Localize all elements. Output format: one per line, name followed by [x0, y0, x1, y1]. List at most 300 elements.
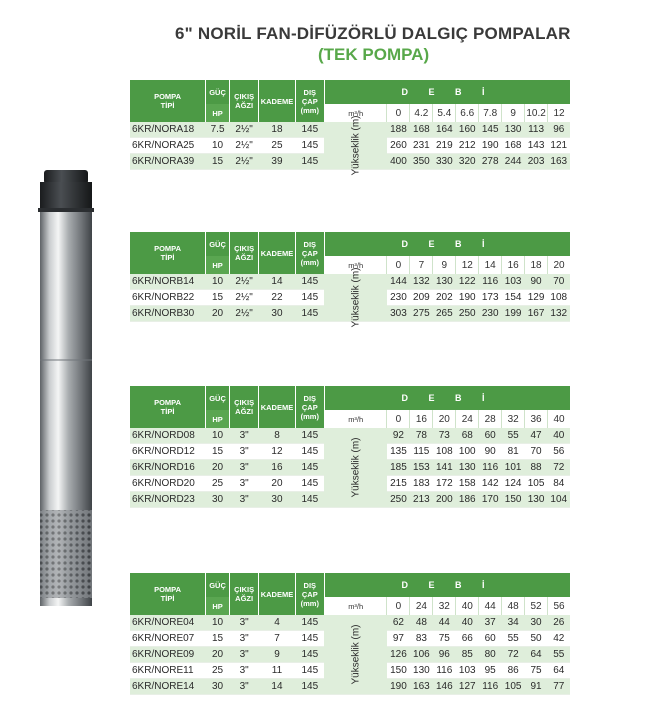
pump-outlet: 3" [230, 631, 259, 647]
pump-table-nore [130, 573, 570, 695]
col-header-cikis [230, 386, 259, 428]
pump-hp: 20 [206, 460, 230, 476]
head-value: 170 [479, 492, 502, 508]
pump-diameter: 145 [295, 476, 324, 492]
pump-diameter: 145 [295, 663, 324, 679]
head-value: 250 [387, 492, 410, 508]
pump-hp: 10 [206, 138, 230, 154]
col-header-cikis [230, 573, 259, 615]
pump-stages: 4 [259, 615, 295, 631]
flow-value: 10.2 [525, 104, 548, 122]
height-axis-text: Yükseklik (m) [350, 624, 362, 685]
flow-value: 5.4 [433, 104, 456, 122]
flow-value: 0 [387, 597, 410, 615]
pump-hp: 7.5 [206, 122, 230, 138]
head-value: 168 [502, 138, 525, 154]
pump-diameter: 145 [295, 460, 324, 476]
flow-unit: m³/h [324, 256, 387, 274]
col-header-hp: HP [206, 256, 230, 274]
height-axis-label [324, 428, 387, 508]
head-value: 92 [387, 428, 410, 444]
head-value: 47 [525, 428, 548, 444]
col-header-pompa: POMPA [154, 244, 182, 253]
pump-stages: 14 [259, 679, 295, 695]
flow-value: 28 [479, 410, 502, 428]
pump-stages: 39 [259, 154, 295, 170]
flow-value: 9 [433, 256, 456, 274]
pump-outlet: 3" [230, 679, 259, 695]
head-value: 60 [479, 631, 502, 647]
pump-stages: 25 [259, 138, 295, 154]
col-header-pompa-tipi [130, 573, 206, 615]
head-value: 103 [502, 274, 525, 290]
col-header-dis: DIŞ [303, 580, 317, 590]
pump-table-norb [130, 232, 570, 328]
col-header-cikis-2: AĞZI [235, 101, 254, 110]
pump-stages: 7 [259, 631, 295, 647]
head-value: 400 [387, 154, 410, 170]
head-value: 30 [525, 615, 548, 631]
head-value: 108 [548, 290, 570, 306]
pump-model: 6KR/NORA25 [130, 138, 206, 154]
col-header-kademe: KADEME [259, 573, 295, 615]
head-value: 199 [502, 306, 525, 322]
head-value: 190 [387, 679, 410, 695]
pump-outlet: 3" [230, 476, 259, 492]
flow-value: 6.6 [456, 104, 479, 122]
pump-stages: 18 [259, 122, 295, 138]
head-value: 168 [410, 122, 433, 138]
head-value: 188 [387, 122, 410, 138]
head-value: 55 [502, 428, 525, 444]
head-value: 70 [548, 274, 570, 290]
head-value: 108 [433, 444, 456, 460]
pump-model: 6KR/NORD16 [130, 460, 206, 476]
head-value: 190 [456, 290, 479, 306]
col-header-mm: (mm) [300, 105, 319, 115]
head-value: 163 [410, 679, 433, 695]
flow-value: 20 [433, 410, 456, 428]
pump-outlet: 3" [230, 663, 259, 679]
pump-diameter: 145 [295, 154, 324, 170]
head-value: 130 [410, 663, 433, 679]
pump-diameter: 145 [295, 290, 324, 306]
col-header-cikis-1: ÇIKIŞ [234, 92, 255, 101]
head-value: 143 [525, 138, 548, 154]
head-value: 78 [410, 428, 433, 444]
pump-hp: 15 [206, 444, 230, 460]
flow-value: 48 [502, 597, 525, 615]
col-header-cikis-1: ÇIKIŞ [234, 244, 255, 253]
head-value: 84 [548, 476, 570, 492]
head-value: 72 [502, 647, 525, 663]
head-value: 64 [548, 663, 570, 679]
flow-value: 0 [387, 256, 410, 274]
pump-diameter: 145 [295, 306, 324, 322]
head-value: 88 [525, 460, 548, 476]
head-value: 116 [479, 274, 502, 290]
flow-value: 0 [387, 410, 410, 428]
head-value: 167 [525, 306, 548, 322]
col-header-cikis [230, 232, 259, 274]
head-value: 122 [456, 274, 479, 290]
pump-hp: 30 [206, 679, 230, 695]
head-value: 26 [548, 615, 570, 631]
pump-model: 6KR/NORD20 [130, 476, 206, 492]
head-value: 40 [548, 428, 570, 444]
head-value: 265 [433, 306, 456, 322]
pump-model: 6KR/NORB14 [130, 274, 206, 290]
flow-value: 52 [525, 597, 548, 615]
head-value: 72 [548, 460, 570, 476]
col-header-pompa-tipi [130, 232, 206, 274]
col-header-cap: ÇAP [301, 248, 318, 258]
flow-unit: m³/h [324, 410, 387, 428]
pump-outlet: 3" [230, 428, 259, 444]
head-value: 116 [479, 679, 502, 695]
pump-model: 6KR/NORD08 [130, 428, 206, 444]
pump-outlet: 3" [230, 492, 259, 508]
head-value: 145 [479, 122, 502, 138]
flow-value: 7.8 [479, 104, 502, 122]
height-axis-label [324, 267, 387, 328]
pump-stages: 14 [259, 274, 295, 290]
col-header-cap: ÇAP [301, 589, 318, 599]
head-value: 230 [387, 290, 410, 306]
head-value: 260 [387, 138, 410, 154]
head-value: 231 [410, 138, 433, 154]
col-header-pompa: POMPA [154, 92, 182, 101]
head-value: 103 [456, 663, 479, 679]
height-axis-text: Yükseklik (m) [350, 437, 362, 498]
head-value: 160 [456, 122, 479, 138]
pump-diameter: 145 [295, 615, 324, 631]
head-value: 55 [548, 647, 570, 663]
col-header-tipi: TİPİ [160, 407, 175, 416]
head-value: 215 [387, 476, 410, 492]
head-value: 219 [433, 138, 456, 154]
head-value: 213 [410, 492, 433, 508]
head-value: 55 [502, 631, 525, 647]
head-value: 91 [525, 679, 548, 695]
head-value: 124 [502, 476, 525, 492]
col-header-debi: D E B İ [324, 232, 570, 256]
head-value: 68 [456, 428, 479, 444]
head-value: 62 [387, 615, 410, 631]
head-value: 142 [479, 476, 502, 492]
flow-value: 14 [479, 256, 502, 274]
col-header-guc: GÜÇ [206, 573, 230, 597]
flow-value: 0 [387, 104, 410, 122]
pump-outlet: 2½" [230, 138, 259, 154]
pump-diameter: 145 [295, 679, 324, 695]
head-value: 303 [387, 306, 410, 322]
col-header-kademe: KADEME [259, 80, 295, 122]
head-value: 42 [548, 631, 570, 647]
col-header-pompa: POMPA [154, 585, 182, 594]
col-header-guc: GÜÇ [206, 386, 230, 410]
pump-outlet: 3" [230, 460, 259, 476]
col-header-dis: DIŞ [303, 87, 317, 97]
pump-model: 6KR/NORD12 [130, 444, 206, 460]
col-header-kademe: KADEME [259, 386, 295, 428]
head-value: 163 [548, 154, 570, 170]
col-header-dis-cap [295, 573, 324, 615]
head-value: 70 [525, 444, 548, 460]
head-value: 278 [479, 154, 502, 170]
head-value: 212 [456, 138, 479, 154]
flow-value: 9 [502, 104, 525, 122]
flow-value: 32 [433, 597, 456, 615]
page-title: 6" NORİL FAN-DİFÜZÖRLÜ DALGIÇ POMPALAR [175, 24, 571, 43]
head-value: 202 [433, 290, 456, 306]
head-value: 115 [410, 444, 433, 460]
col-header-cikis [230, 80, 259, 122]
head-value: 90 [479, 444, 502, 460]
col-header-tipi: TİPİ [160, 253, 175, 262]
head-value: 150 [502, 492, 525, 508]
pump-outlet: 2½" [230, 290, 259, 306]
head-value: 132 [548, 306, 570, 322]
head-value: 164 [433, 122, 456, 138]
col-header-cikis-2: AĞZI [235, 407, 254, 416]
head-value: 44 [433, 615, 456, 631]
pump-outlet: 2½" [230, 154, 259, 170]
col-header-dis-cap [295, 386, 324, 428]
col-header-pompa-tipi [130, 80, 206, 122]
head-value: 130 [456, 460, 479, 476]
pump-hp: 25 [206, 663, 230, 679]
head-value: 104 [548, 492, 570, 508]
height-axis-text: Yükseklik (m) [350, 115, 362, 176]
head-value: 75 [433, 631, 456, 647]
col-header-kademe: KADEME [259, 232, 295, 274]
col-header-debi: D E B İ [324, 386, 570, 410]
pump-outlet: 2½" [230, 306, 259, 322]
pump-diameter: 145 [295, 631, 324, 647]
col-header-pompa-tipi [130, 386, 206, 428]
flow-value: 56 [548, 597, 570, 615]
col-header-mm: (mm) [300, 257, 319, 267]
pump-stages: 12 [259, 444, 295, 460]
flow-value: 16 [502, 256, 525, 274]
head-value: 244 [502, 154, 525, 170]
flow-unit: m³/h [324, 104, 387, 122]
head-value: 77 [548, 679, 570, 695]
pump-model: 6KR/NORE14 [130, 679, 206, 695]
table-row [130, 122, 570, 138]
pump-stages: 9 [259, 647, 295, 663]
pump-illustration [32, 170, 100, 720]
head-value: 90 [525, 274, 548, 290]
pump-hp: 15 [206, 631, 230, 647]
head-value: 129 [525, 290, 548, 306]
col-header-tipi: TİPİ [160, 101, 175, 110]
height-axis-label [324, 615, 387, 695]
pump-hp: 20 [206, 647, 230, 663]
pump-diameter: 145 [295, 138, 324, 154]
col-header-dis-cap [295, 232, 324, 274]
head-value: 330 [433, 154, 456, 170]
head-value: 132 [410, 274, 433, 290]
head-value: 183 [410, 476, 433, 492]
flow-value: 24 [456, 410, 479, 428]
head-value: 85 [456, 647, 479, 663]
head-value: 230 [479, 306, 502, 322]
pump-stages: 16 [259, 460, 295, 476]
pump-stages: 22 [259, 290, 295, 306]
head-value: 127 [456, 679, 479, 695]
pump-table-nora [130, 80, 570, 176]
head-value: 203 [525, 154, 548, 170]
head-value: 116 [433, 663, 456, 679]
head-value: 101 [502, 460, 525, 476]
pump-model: 6KR/NORD23 [130, 492, 206, 508]
col-header-guc: GÜÇ [206, 232, 230, 256]
head-value: 50 [525, 631, 548, 647]
head-value: 81 [502, 444, 525, 460]
head-value: 86 [502, 663, 525, 679]
flow-value: 32 [502, 410, 525, 428]
col-header-cikis-2: AĞZI [235, 594, 254, 603]
pump-model: 6KR/NORA39 [130, 154, 206, 170]
flow-value: 24 [410, 597, 433, 615]
flow-value: 16 [410, 410, 433, 428]
pump-outlet: 2½" [230, 122, 259, 138]
pump-diameter: 145 [295, 122, 324, 138]
pump-hp: 10 [206, 274, 230, 290]
pump-diameter: 145 [295, 647, 324, 663]
col-header-mm: (mm) [300, 598, 319, 608]
head-value: 96 [433, 647, 456, 663]
head-value: 73 [433, 428, 456, 444]
flow-unit: m³/h [324, 597, 387, 615]
pump-stages: 8 [259, 428, 295, 444]
head-value: 64 [525, 647, 548, 663]
page-subtitle: (TEK POMPA) [318, 45, 430, 64]
pump-model: 6KR/NORE09 [130, 647, 206, 663]
head-value: 135 [387, 444, 410, 460]
head-value: 97 [387, 631, 410, 647]
pump-outlet: 3" [230, 615, 259, 631]
col-header-dis-cap [295, 80, 324, 122]
head-value: 130 [502, 122, 525, 138]
col-header-cikis-2: AĞZI [235, 253, 254, 262]
flow-value: 4.2 [410, 104, 433, 122]
table-row [130, 274, 570, 290]
head-value: 105 [525, 476, 548, 492]
pump-model: 6KR/NORE07 [130, 631, 206, 647]
pump-hp: 15 [206, 154, 230, 170]
flow-value: 36 [525, 410, 548, 428]
flow-value: 40 [548, 410, 570, 428]
head-value: 106 [410, 647, 433, 663]
flow-value: 20 [548, 256, 570, 274]
head-value: 141 [433, 460, 456, 476]
pump-stages: 20 [259, 476, 295, 492]
col-header-hp: HP [206, 104, 230, 122]
pump-diameter: 145 [295, 492, 324, 508]
pump-stages: 30 [259, 306, 295, 322]
head-value: 185 [387, 460, 410, 476]
head-value: 37 [479, 615, 502, 631]
head-value: 105 [502, 679, 525, 695]
flow-value: 40 [456, 597, 479, 615]
pump-stages: 30 [259, 492, 295, 508]
col-header-hp: HP [206, 410, 230, 428]
head-value: 350 [410, 154, 433, 170]
col-header-debi: D E B İ [324, 80, 570, 104]
pump-model: 6KR/NORE04 [130, 615, 206, 631]
col-header-guc: GÜÇ [206, 80, 230, 104]
head-value: 60 [479, 428, 502, 444]
head-value: 158 [456, 476, 479, 492]
pump-hp: 15 [206, 290, 230, 306]
head-value: 83 [410, 631, 433, 647]
pump-outlet: 3" [230, 647, 259, 663]
head-value: 153 [410, 460, 433, 476]
pump-stages: 11 [259, 663, 295, 679]
pump-hp: 30 [206, 492, 230, 508]
pump-diameter: 145 [295, 274, 324, 290]
table-row [130, 428, 570, 444]
head-value: 116 [479, 460, 502, 476]
head-value: 173 [479, 290, 502, 306]
head-value: 130 [433, 274, 456, 290]
head-value: 200 [433, 492, 456, 508]
head-value: 75 [525, 663, 548, 679]
head-value: 80 [479, 647, 502, 663]
col-header-cikis-1: ÇIKIŞ [234, 585, 255, 594]
head-value: 190 [479, 138, 502, 154]
height-axis-text: Yükseklik (m) [350, 267, 362, 328]
head-value: 95 [479, 663, 502, 679]
col-header-cap: ÇAP [301, 96, 318, 106]
pump-model: 6KR/NORE11 [130, 663, 206, 679]
head-value: 34 [502, 615, 525, 631]
col-header-mm: (mm) [300, 411, 319, 421]
head-value: 144 [387, 274, 410, 290]
head-value: 121 [548, 138, 570, 154]
flow-value: 7 [410, 256, 433, 274]
col-header-debi: D E B İ [324, 573, 570, 597]
pump-model: 6KR/NORB30 [130, 306, 206, 322]
pump-model: 6KR/NORA18 [130, 122, 206, 138]
pump-diameter: 145 [295, 444, 324, 460]
head-value: 186 [456, 492, 479, 508]
pump-hp: 10 [206, 428, 230, 444]
flow-value: 44 [479, 597, 502, 615]
pump-outlet: 2½" [230, 274, 259, 290]
head-value: 209 [410, 290, 433, 306]
pump-hp: 10 [206, 615, 230, 631]
head-value: 126 [387, 647, 410, 663]
col-header-dis: DIŞ [303, 393, 317, 403]
pump-hp: 25 [206, 476, 230, 492]
pump-diameter: 145 [295, 428, 324, 444]
col-header-cap: ÇAP [301, 402, 318, 412]
head-value: 150 [387, 663, 410, 679]
head-value: 146 [433, 679, 456, 695]
head-value: 66 [456, 631, 479, 647]
head-value: 130 [525, 492, 548, 508]
head-value: 172 [433, 476, 456, 492]
flow-value: 18 [525, 256, 548, 274]
head-value: 56 [548, 444, 570, 460]
head-value: 320 [456, 154, 479, 170]
col-header-dis: DIŞ [303, 239, 317, 249]
flow-value: 12 [548, 104, 570, 122]
